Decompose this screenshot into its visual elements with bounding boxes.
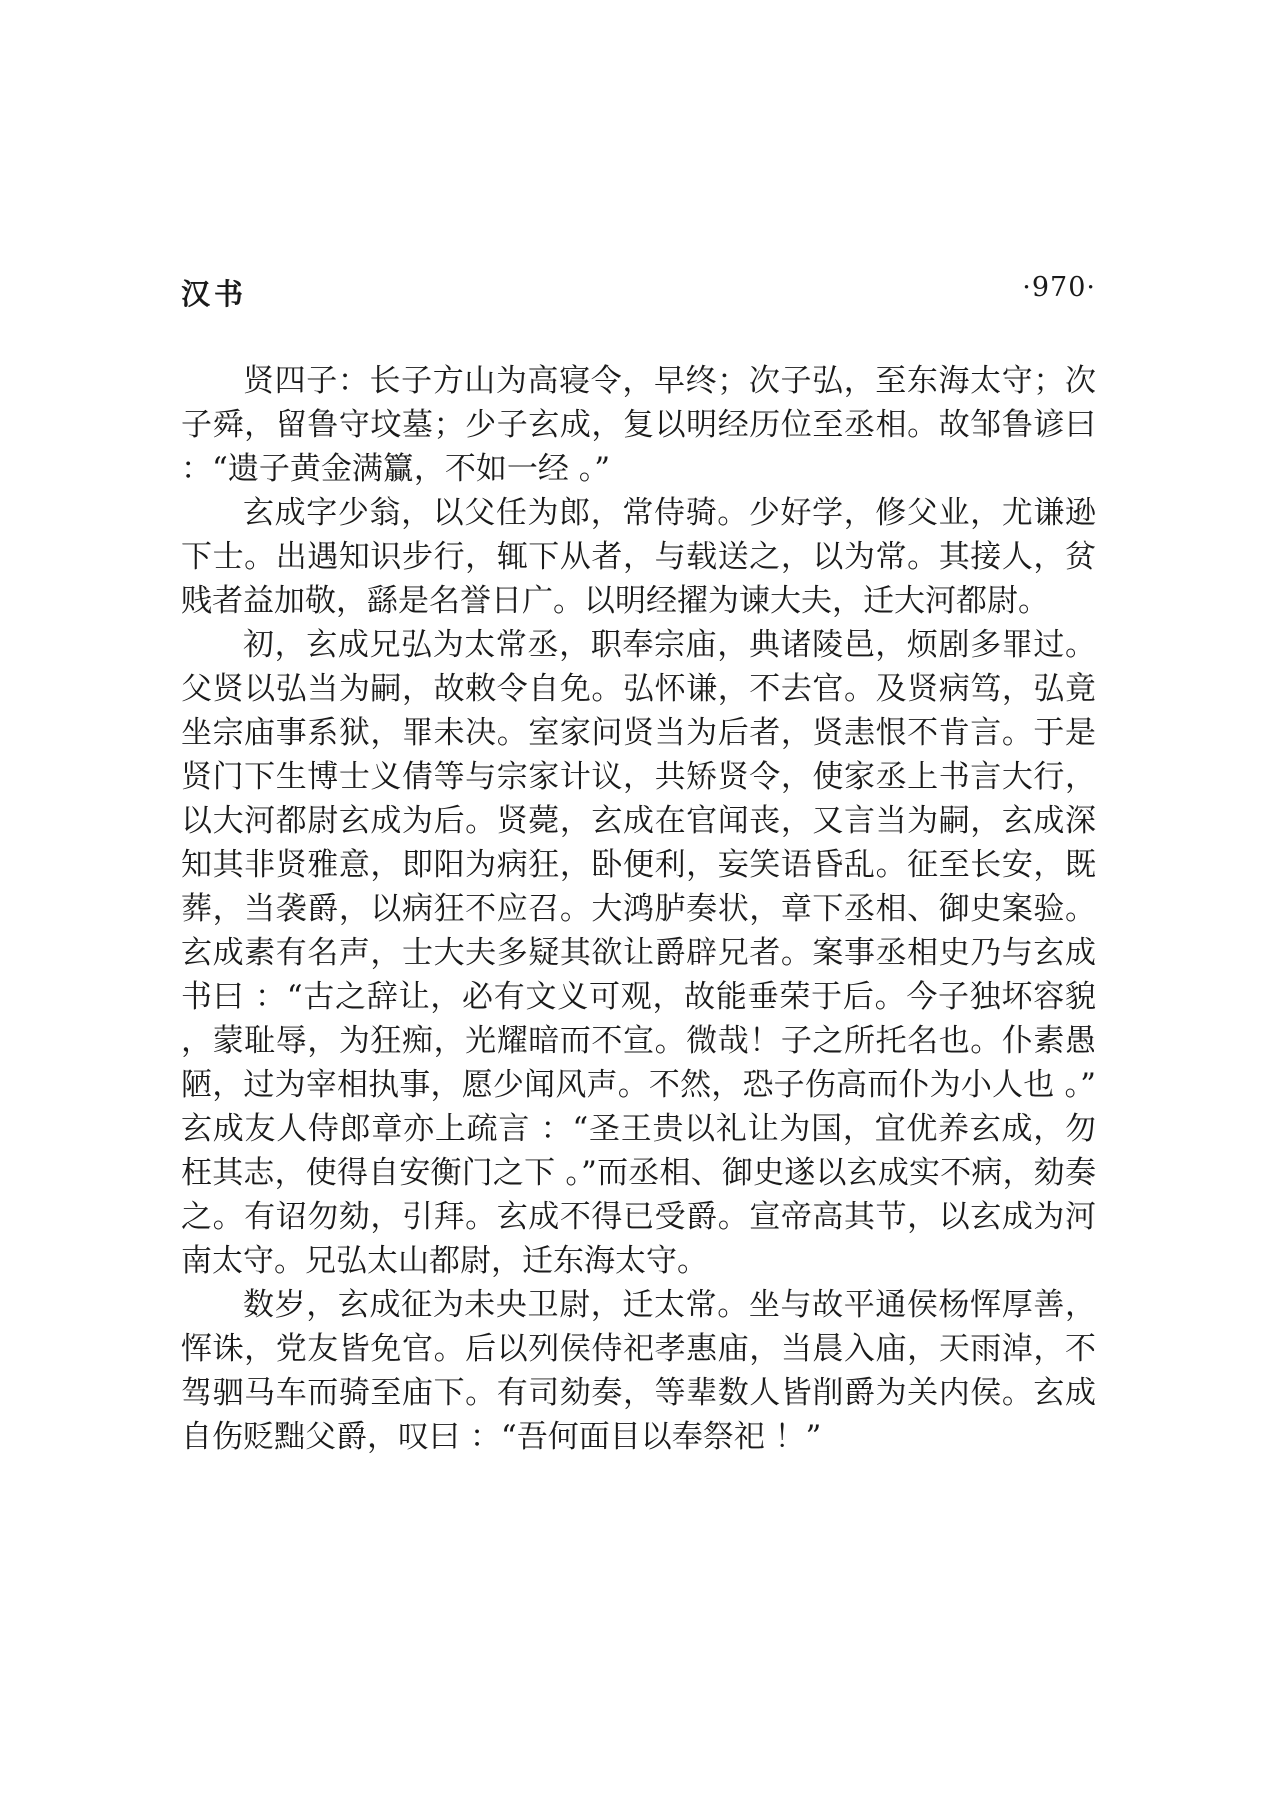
- paragraph: 初，玄成兄弘为太常丞，职奉宗庙，典诸陵邑，烦剧多罪过。父贤以弘当为嗣，故敕令自免。弘怀谦，不去官。及贤病笃，弘竟坐宗庙事系狱，罪未决。室家问贤当为后者，贤恚恨不肯言。于是贤门下生博士义倩等与宗家计议，共矫贤令，使家丞上书言大行，以大河都尉玄成为后。贤薨，玄成在官闻丧，又言当为嗣，玄成深知其非贤雅意，即阳为病狂，卧便利，妄笑语昏乱。征至长安，既葬，当袭爵，以病狂不应召。大鸿胪奏状，章下丞相、御史案验。玄成素有名声，士大夫多疑其欲让爵辟兄者。案事丞相史乃与玄成书曰 ：“古之辞让，必有文义可观，故能垂荣于后。今子独坏容貌，蒙耻辱，为狂痴，光耀暗而不宣。微哉！子之所托名也。仆素愚陋，过为宰相执事，愿少闻风声。不然，恐子伤高而仆为小人也 。”玄成友人侍郎章亦上疏言 ：“圣王贵以礼让为国，宜优养玄成，勿枉其志，使得自安衡门之下 。”而丞相、御史遂以玄成实不病，劾奏之。有诏勿劾，引拜。玄成不得已受爵。宣帝高其节，以玄成为河南太守。兄弘太山都尉，迁东海太守。: [181, 627, 1096, 1279]
- page-number: ·970·: [1022, 272, 1096, 303]
- running-header: [181, 272, 1096, 312]
- book-title: 汉书: [181, 277, 248, 311]
- paragraph: 玄成字少翁，以父任为郎，常侍骑。少好学，修父业，尤谦逊下士。出遇知识步行，辄下从者，与载送之，以为常。其接人，贫贱者益加敬，繇是名誉日广。以明经擢为谏大夫，迁大河都尉。: [181, 495, 1096, 619]
- paragraph: 贤四子：长子方山为高寝令，早终；次子弘，至东海太守；次子舜，留鲁守坟墓；少子玄成，复以明经历位至丞相。故邹鲁谚曰 ：“遗子黄金满籯，不如一经 。”: [181, 363, 1096, 487]
- body-text: [181, 359, 1096, 1459]
- paragraph: 数岁，玄成征为未央卫尉，迁太常。坐与故平通侯杨恽厚善，恽诛，党友皆免官。后以列侯侍祀孝惠庙，当晨入庙，天雨淖，不驾驷马车而骑至庙下。有司劾奏，等辈数人皆削爵为关内侯。玄成自伤贬黜父爵，叹曰 ：“吾何面目以奉祭祀 ！”: [181, 1287, 1096, 1455]
